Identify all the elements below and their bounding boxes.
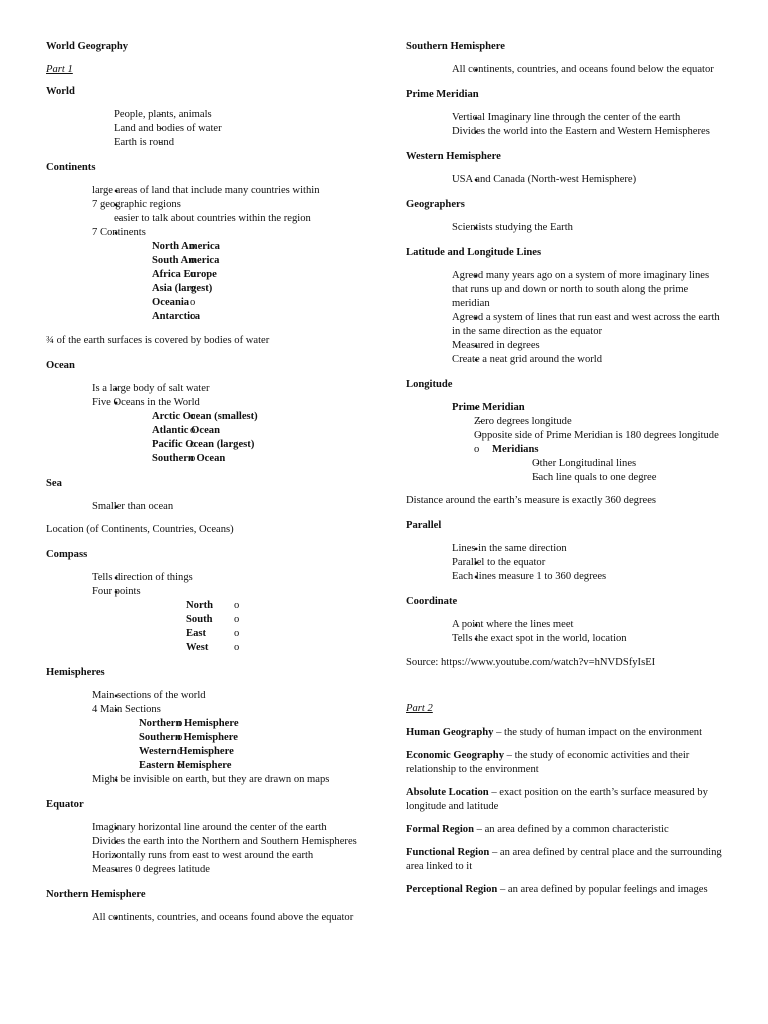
list-item: • Imaginary horizontal line around the center of the earth [92,821,376,835]
list-item: • Parallel to the equator [452,556,726,570]
sub-list-item [532,471,726,485]
list-item: • Main sections of the world [92,689,376,703]
list-item: • All continents, countries, and oceans found above the equator [92,911,376,925]
list-item-text: 4 Main Sections [92,704,161,715]
definition-text: – exact position on the earth’s surface measured by longitude and latitude [406,787,708,812]
definition-text: – an area defined by central place and the surrounding area linked to it [406,847,722,872]
sub-list-item: o Asia (largest) [152,282,376,296]
coordinate-heading: Coordinate [406,596,458,607]
ocean-list [46,382,376,466]
hemispheres-list [46,689,376,787]
list-item [92,703,376,773]
list-item: • Might be invisible on earth, but they are drawn on maps [92,773,376,787]
sub-list-item: o Western Hemisphere [139,745,376,759]
definition-functional-region [406,846,726,874]
left-column [46,40,376,925]
continents-heading: Continents [46,162,96,173]
equator-heading: Equator [46,799,84,810]
list-item-text: Five Oceans in the World [92,397,200,408]
latlong-heading: Latitude and Longitude Lines [406,247,542,258]
sub-list-item [532,457,726,471]
meridians-list [452,443,726,485]
sea-list [46,500,376,514]
list-item: • All continents, countries, and oceans found below the equator [452,63,726,77]
list-item [92,198,376,226]
coordinate-list [406,618,726,646]
sea-heading: Sea [46,478,62,489]
list-item: • Is a large body of salt water [92,382,376,396]
list-item: - Earth is round [114,136,376,150]
sub-list-item: o Antarctica [152,310,376,324]
parallel-heading: Parallel [406,520,442,531]
longitude-sub-list [452,415,726,443]
definition-term: Human Geography [406,727,494,738]
list-item: • Smaller than ocean [92,500,376,514]
list-item: • Agreed a system of lines that run east and west across the earth in the same direction as the equator [452,311,726,339]
sub-list-item: - easier to talk about countries within the region [114,212,376,226]
geographers-list [406,221,726,235]
list-item: • Horizontally runs from east to west around the earth [92,849,376,863]
hemispheres-sub-list [92,717,376,773]
ocean-sub-list [92,410,376,466]
list-item: • Divides the world into the Eastern and Western Hemispheres [452,125,726,139]
western-list [406,173,726,187]
list-item: • Agreed many years ago on a system of more imaginary lines that runs up and down or north to south along the prime meridian [452,269,726,311]
definition-human-geography [406,726,726,740]
definition-term: Absolute Location [406,787,489,798]
list-item-text: 7 Continents [92,227,146,238]
sub-list-item: o Pacific Ocean (largest) [152,438,376,452]
water-note: ¾ of the earth surfaces is covered by bodies of water [46,335,270,346]
northern-list [46,911,376,925]
sub-list-item: o Southern Ocean [152,452,376,466]
definition-economic-geography [406,749,726,777]
sub-list-item: o South [186,613,376,627]
list-item-text: Prime Meridian [452,402,525,413]
sub-list-item: o South America [152,254,376,268]
northern-heading: Northern Hemisphere [46,889,146,900]
list-item [92,396,376,466]
definition-text: – an area defined by a common characteristic [473,824,669,835]
sub-list-item [474,443,726,485]
list-item: - People, plants, animals [114,108,376,122]
sub-list [92,212,376,226]
sub-list-item: - Opposite side of Prime Meridian is 180 degrees longitude [474,429,726,443]
location-line: Location (of Continents, Countries, Oceans) [46,524,234,535]
definition-term: Functional Region [406,847,490,858]
list-item: • A point where the lines meet [452,618,726,632]
definition-text: – the study of economic activities and their relationship to the environment [406,750,690,775]
ocean-heading: Ocean [46,360,75,371]
list-item: • Tells direction of things [92,571,376,585]
parallel-list [406,542,726,584]
geographers-heading: Geographers [406,199,465,210]
world-list [46,108,376,150]
western-heading: Western Hemisphere [406,151,501,162]
continents-sub-list [92,240,376,324]
list-item: • Each lines measure 1 to 360 degrees [452,570,726,584]
part-2-label: Part 2 [406,703,433,714]
list-item: • Vertical Imaginary line through the center of the earth [452,111,726,125]
list-item: • Lines in the same direction [452,542,726,556]
definition-formal-region [406,823,726,837]
source-line: Source: https://www.youtube.com/watch?v=hNVDSfyIsEI [406,657,656,668]
hemispheres-heading: Hemispheres [46,667,105,678]
list-item: • Scientists studying the Earth [452,221,726,235]
list-item: • Measures 0 degrees latitude [92,863,376,877]
list-item [92,585,376,655]
definition-term: Perceptional Region [406,884,498,895]
definition-term: Formal Region [406,824,474,835]
list-item [92,226,376,324]
compass-heading: Compass [46,549,88,560]
right-column [406,40,726,897]
sub-list-item: o Eastern Hemisphere [139,759,376,773]
sub-list-item: o Southern Hemisphere [139,731,376,745]
compass-list [46,571,376,655]
sub-list-item: o West [186,641,376,655]
list-item-text: 7 geographic regions [92,199,181,210]
distance-line: Distance around the earth’s measure is exactly 360 degrees [406,495,657,506]
document-title: World Geography [46,41,129,52]
world-heading: World [46,86,75,97]
sub-list-item: - Zero degrees longitude [474,415,726,429]
circle-bullet-icon: o [474,444,480,455]
sub-list-item-text: Other Longitudinal lines [532,458,637,469]
longitude-list [406,401,726,485]
list-item [452,401,726,485]
definition-perceptional-region [406,883,726,897]
list-item: • USA and Canada (North-west Hemisphere) [452,173,726,187]
southern-heading: Southern Hemisphere [406,41,505,52]
sub-list-item: o North America [152,240,376,254]
compass-sub-list [92,599,376,655]
list-item: • Divides the earth into the Northern and Southern Hemispheres [92,835,376,849]
definition-text: – an area defined by popular feelings and images [497,884,708,895]
southern-list [406,63,726,77]
latlong-list [406,269,726,367]
equator-list [46,821,376,877]
prime-heading: Prime Meridian [406,89,479,100]
prime-list [406,111,726,139]
sub-list-item: o Northern Hemisphere [139,717,376,731]
definition-text: – the study of human impact on the environment [493,727,703,738]
part-1-label: Part 1 [46,64,73,75]
list-item-text: Four points [92,586,141,597]
sub-list-item: o Atlantic Ocean [152,424,376,438]
list-item: • Tells the exact spot in the world, location [452,632,726,646]
list-item: • Create a neat grid around the world [452,353,726,367]
list-item: • large areas of land that include many countries within [92,184,376,198]
longitude-heading: Longitude [406,379,453,390]
sub-list-item: o Oceania [152,296,376,310]
meridians-sub-list [492,457,726,485]
sub-list-item-text: Each line quals to one degree [532,472,657,483]
list-item: - Land and bodies of water [114,122,376,136]
list-item: • Measured in degrees [452,339,726,353]
continents-list [46,184,376,324]
sub-list-item-text: Meridians [492,444,539,455]
definition-term: Economic Geography [406,750,504,761]
sub-list-item: o North [186,599,376,613]
definition-absolute-location [406,786,726,814]
sub-list-item: o Arctic Ocean (smallest) [152,410,376,424]
sub-list-item: o East [186,627,376,641]
sub-list-item: o Africa Europe [152,268,376,282]
